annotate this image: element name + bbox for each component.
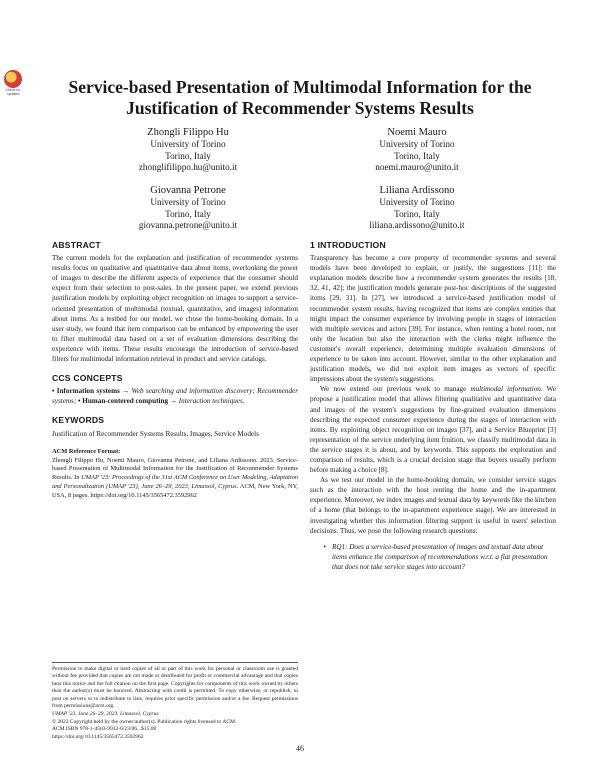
author-location: Torino, Italy [394, 150, 440, 161]
ccs-concepts: • Information systems → Web searching and information discovery; Recommender systems; • Human-centered computing → Interaction techniques. [52, 387, 298, 406]
author-block [307, 126, 527, 174]
author-location: Torino, Italy [165, 208, 211, 219]
permission-text: Permission to make digital or hard copies of all or part of this work for personal or classroom use is granted without fee provided that copies are not made or distributed for profit or commercial advantage and that copies bear this notice and the full citation on the first page. Copyrights for components of this work owned by others than the author(s) must be honored. Abstracting with credit is permitted. To copy otherwise, or republish, to post on servers or to redistribute to lists, requires prior specific permission and/or a fee. Request permissions from permissions@acm.org. [52, 666, 298, 710]
reference-heading: ACM Reference Format: [52, 447, 121, 455]
intro-paragraph-1: Transparency has become a core property of recommender systems and several models have been developed to explain, or justify, the suggestions [11]: the explanation models describe how a recommender system generates the results [18, 32, 41, 42]; the justification models generate post-hoc descriptions of the suggested items [29, 31]. In [27], we introduced a service-based justification model of recommender system results, having recognized that items are complex entities that might impact the consumer experience by involving people in stages of interaction with multiple services and actors [39]. For instance, when renting a hotel room, not only the location but also the interaction with the clerks might influence the customer's overall experience, determining multiple evaluation dimensions of experience to be taken into account. However, similar to the other explanation and justification models, we did not exploit item images as vectors of specific impressions about the system's suggestions. [310, 254, 556, 384]
author-location: Torino, Italy [165, 150, 211, 161]
author-email[interactable]: zhonglifilippo.hu@unito.it [138, 162, 238, 172]
author-email[interactable]: noemi.mauro@unito.it [375, 162, 459, 172]
abstract-text: The current models for the explanation and justification of recommender systems results focus on qualitative and quantitative data about items, overlooking the power of images to describe the different aspects of experience that the consumer should expect from their selection to post-sales. In the present paper, we extend previous justification models by exploiting object recognition on images to support a service-oriented presentation of multimodal (textual, quantitative, and images) information about items. As a testbed for our model, we chose the home-booking domain. In a user study, we found that item comparison can be enhanced by empowering the user to filter multimodal data based on a set of evaluation dimensions describing the experience with items. These results encourage the introduction of service-based filters for multimodal information retrieval in product and service catalogs. [52, 254, 298, 364]
permission-footnote [52, 662, 298, 741]
research-question-item [310, 542, 556, 572]
ccs-heading: CCS CONCEPTS [52, 373, 123, 384]
author-block [307, 184, 527, 232]
footnote-doi[interactable]: https://doi.org/10.1145/3565472.3592962 [52, 733, 144, 740]
reference-text: Zhongli Filippo Hu, Noemi Mauro, Giovanna Petrone, and Liliana Ardissono. 2023. Service-based Presentation of Multimodal Information for the Justification of Recommender Systems Results. In UMAP '23: Proceedings of the 31st ACM Conference on User Modeling, Adaptation and Personalization (UMAP '23), June 26–29, 2023, Limassol, Cyprus. ACM, New York, NY, USA, 8 pages. https://doi.org/10.1145/3565472.3592962 [52, 456, 299, 500]
author-affiliation: University of Torino [150, 197, 226, 207]
badge-label: Check for updates [5, 88, 21, 96]
check-for-updates-badge[interactable] [2, 70, 24, 100]
author-affiliation: University of Torino [150, 139, 226, 149]
right-column [310, 240, 556, 572]
footnote-divider [52, 662, 298, 663]
footnote-isbn: ACM ISBN 978-1-4503-9932-6/23/06...$15.00 [52, 726, 157, 733]
author-name: Giovanna Petrone [150, 185, 226, 196]
author-email[interactable]: liliana.ardissono@unito.it [369, 220, 465, 230]
footnote-conference: UMAP '23, June 26–29, 2023, Limassol, Cyprus [52, 711, 159, 718]
author-name: Noemi Mauro [387, 127, 447, 138]
author-name: Liliana Ardissono [379, 185, 455, 196]
title-line-2: Justification of Recommender Systems Results [126, 98, 474, 118]
author-block [78, 184, 298, 232]
title-line-1: Service-based Presentation of Multimodal Information for the [68, 77, 532, 97]
author-location: Torino, Italy [394, 208, 440, 219]
crossmark-icon [4, 70, 22, 88]
page-number: 46 [296, 744, 304, 753]
author-email[interactable]: giovanna.petrone@unito.it [138, 220, 238, 230]
research-question-1: RQ1: Does a service-based presentation of images and textual data about items enhance the comparison of recommendations w.r.t. a flat presentation that does not take service stages into account? [332, 542, 548, 571]
author-affiliation: University of Torino [379, 139, 455, 149]
author-block [78, 126, 298, 174]
introduction-heading: 1 INTRODUCTION [310, 240, 386, 250]
author-name: Zhongli Filippo Hu [147, 127, 229, 138]
left-column [52, 240, 298, 501]
intro-paragraph-2: We now extend our previous work to manage multimodal information. We propose a justification model that allows filtering qualitative and quantitative data and images of the system's suggestions by fine-grained evaluation dimensions describing the expected consumer experience during the stages of interaction with items. By exploiting object recognition on images [37], and a Service Blueprint [3] representation of the service underlying item fruition, we classify multimodal data in the service stages it is about, and by keywords. This supports the exploration and comparison of results, which is a crucial decision stage that buyers usually perform before making a choice [8]. [310, 385, 556, 475]
bullet: • [323, 542, 326, 551]
keywords-heading: KEYWORDS [52, 415, 105, 426]
intro-paragraph-3: As we test our model in the home-booking domain, we consider service stages such as the interaction with the host renting the home and the in-apartment experience. Moreover, we index images and textual data by keywords like the kitchen of a home (that belongs to the in-apartment experience stage). We are interested in investigating whether this information filtering support is useful in users' selection decisions. Thus, we pose the following research questions: [310, 476, 556, 535]
paper-title [40, 77, 560, 119]
abstract-heading: ABSTRACT [52, 240, 101, 250]
footnote-copyright: © 2023 Copyright held by the owner/author(s). Publication rights licensed to ACM. [52, 718, 237, 725]
keywords-text: Justification of Recommender Systems Results, Images, Service Models [52, 429, 259, 438]
author-affiliation: University of Torino [379, 197, 455, 207]
acm-reference [52, 448, 298, 501]
